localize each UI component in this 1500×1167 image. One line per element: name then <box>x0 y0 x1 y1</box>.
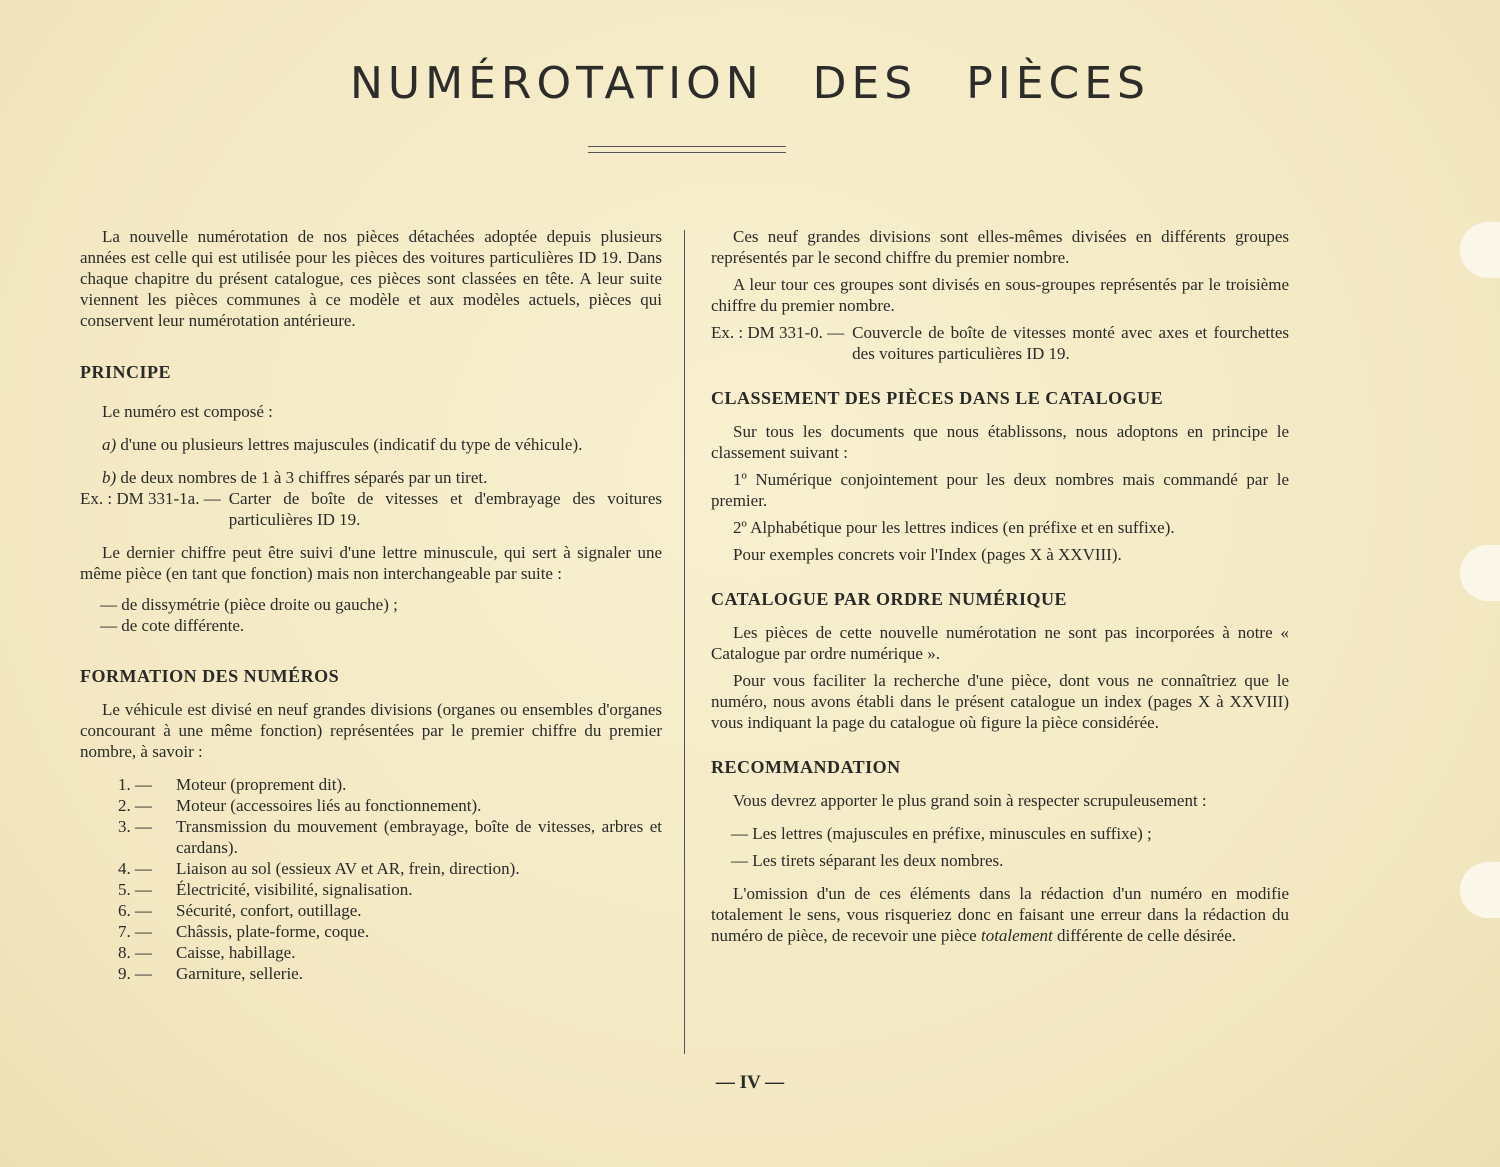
divisions-paragraph: Ces neuf grandes divisions sont elles-mêmes divisées en différents groupes représentés par le second chiffre du premier nombre. <box>711 227 1289 267</box>
item-b: b) de deux nombres de 1 à 3 chiffres séparés par un tiret. <box>102 468 488 487</box>
groups-paragraph: A leur tour ces groupes sont divisés en sous-groupes représentés par le troisième chiffre du premier nombre. <box>711 275 1289 315</box>
example-text: Carter de boîte de vitesses et d'embrayage des voitures particulières ID 19. <box>228 489 662 529</box>
right-column <box>711 226 1289 946</box>
list-item: 1. — Moteur (proprement dit). <box>118 775 347 794</box>
dash-item: — de dissymétrie (pièce droite ou gauche) ; <box>100 595 398 614</box>
catalogue-heading: CATALOGUE PAR ORDRE NUMÉRIQUE <box>711 589 1068 609</box>
page-title: NUMÉROTATION DES PIÈCES <box>350 58 1150 109</box>
title-underline <box>588 146 786 153</box>
list-item: 9. — Garniture, sellerie. <box>118 964 303 983</box>
divisions-list <box>80 774 662 984</box>
dash-item: — Les lettres (majuscules en préfixe, minuscules en suffixe) ; <box>731 824 1152 843</box>
list-item: 8. — Caisse, habillage. <box>118 943 296 962</box>
recommandation-paragraph: Vous devrez apporter le plus grand soin à respecter scrupuleusement : <box>733 791 1207 810</box>
last-digit-paragraph: Le dernier chiffre peut être suivi d'une lettre minuscule, qui sert à signaler une même pièce (en tant que fonction) mais non interchangeable par suite : <box>80 543 662 583</box>
list-item: 7. — Châssis, plate-forme, coque. <box>118 922 370 941</box>
omission-paragraph: L'omission d'un de ces éléments dans la rédaction d'un numéro en modifie totalement le sens, vous risqueriez donc en faisant une erreur dans la rédaction du numéro de pièce, de recevoir une pièce totalement différente de celle désirée. <box>711 884 1289 945</box>
classement-paragraph: Sur tous les documents que nous établissons, nous adoptons en principe le classement suivant : <box>711 422 1289 462</box>
page-number: — IV — <box>715 1072 785 1093</box>
intro-paragraph: La nouvelle numérotation de nos pièces détachées adoptée depuis plusieurs années est celle qui est utilisée pour les pièces des voitures particulières ID 19. Dans chaque chapitre du présent catalogue, ces pièces sont classées en tête. A leur suite viennent les pièces communes à ce modèle et aux modèles actuels, pièces qui conservent leur numérotation antérieure. <box>80 227 662 330</box>
classement-heading: CLASSEMENT DES PIÈCES DANS LE CATALOGUE <box>711 388 1164 408</box>
list-item: 3. — Transmission du mouvement (embrayage, boîte de vitesses, arbres et cardans). <box>118 817 662 857</box>
item-a: a) d'une ou plusieurs lettres majuscules (indicatif du type de véhicule). <box>102 435 583 454</box>
principe-intro: Le numéro est composé : <box>102 402 273 421</box>
list-item: 5. — Électricité, visibilité, signalisation. <box>118 880 413 899</box>
column-divider <box>684 230 685 1054</box>
classement-alpha: 2º Alphabétique pour les lettres indices (en préfixe et en suffixe). <box>733 518 1175 537</box>
example-label: Ex. : DM 331-1a. — <box>80 489 221 508</box>
left-column <box>80 226 662 984</box>
classement-numeric: 1º Numérique conjointement pour les deux nombres mais commandé par le premier. <box>711 470 1289 510</box>
list-item: 4. — Liaison au sol (essieux AV et AR, frein, direction). <box>118 859 520 878</box>
example-line <box>711 322 1289 364</box>
formation-heading: FORMATION DES NUMÉROS <box>80 666 340 686</box>
example-label: Ex. : DM 331-0. — <box>711 323 845 342</box>
list-item: 2. — Moteur (accessoires liés au fonctionnement). <box>118 796 482 815</box>
dash-item: — Les tirets séparant les deux nombres. <box>731 851 1004 870</box>
example-line <box>80 488 662 530</box>
dash-item: — de cote différente. <box>100 616 245 635</box>
principe-heading: PRINCIPE <box>80 362 172 382</box>
classement-examples: Pour exemples concrets voir l'Index (pages X à XXVIII). <box>733 545 1122 564</box>
catalogue-index-paragraph: Pour vous faciliter la recherche d'une pièce, dont vous ne connaîtriez que le numéro, nous avons établi dans le présent catalogue un index (pages X à XXVIII) vous indiquant la page du catalogue où figure la pièce considérée. <box>711 671 1289 732</box>
formation-intro: Le véhicule est divisé en neuf grandes divisions (organes ou ensembles d'organes concourant à une même fonction) représentées par le premier chiffre du premier nombre, à savoir : <box>80 700 662 761</box>
example-text: Couvercle de boîte de vitesses monté avec axes et fourchettes des voitures particulières ID 19. <box>852 323 1289 363</box>
list-item: 6. — Sécurité, confort, outillage. <box>118 901 362 920</box>
recommandation-heading: RECOMMANDATION <box>711 757 901 777</box>
catalogue-paragraph: Les pièces de cette nouvelle numérotation ne sont pas incorporées à notre « Catalogue par ordre numérique ». <box>711 623 1289 663</box>
